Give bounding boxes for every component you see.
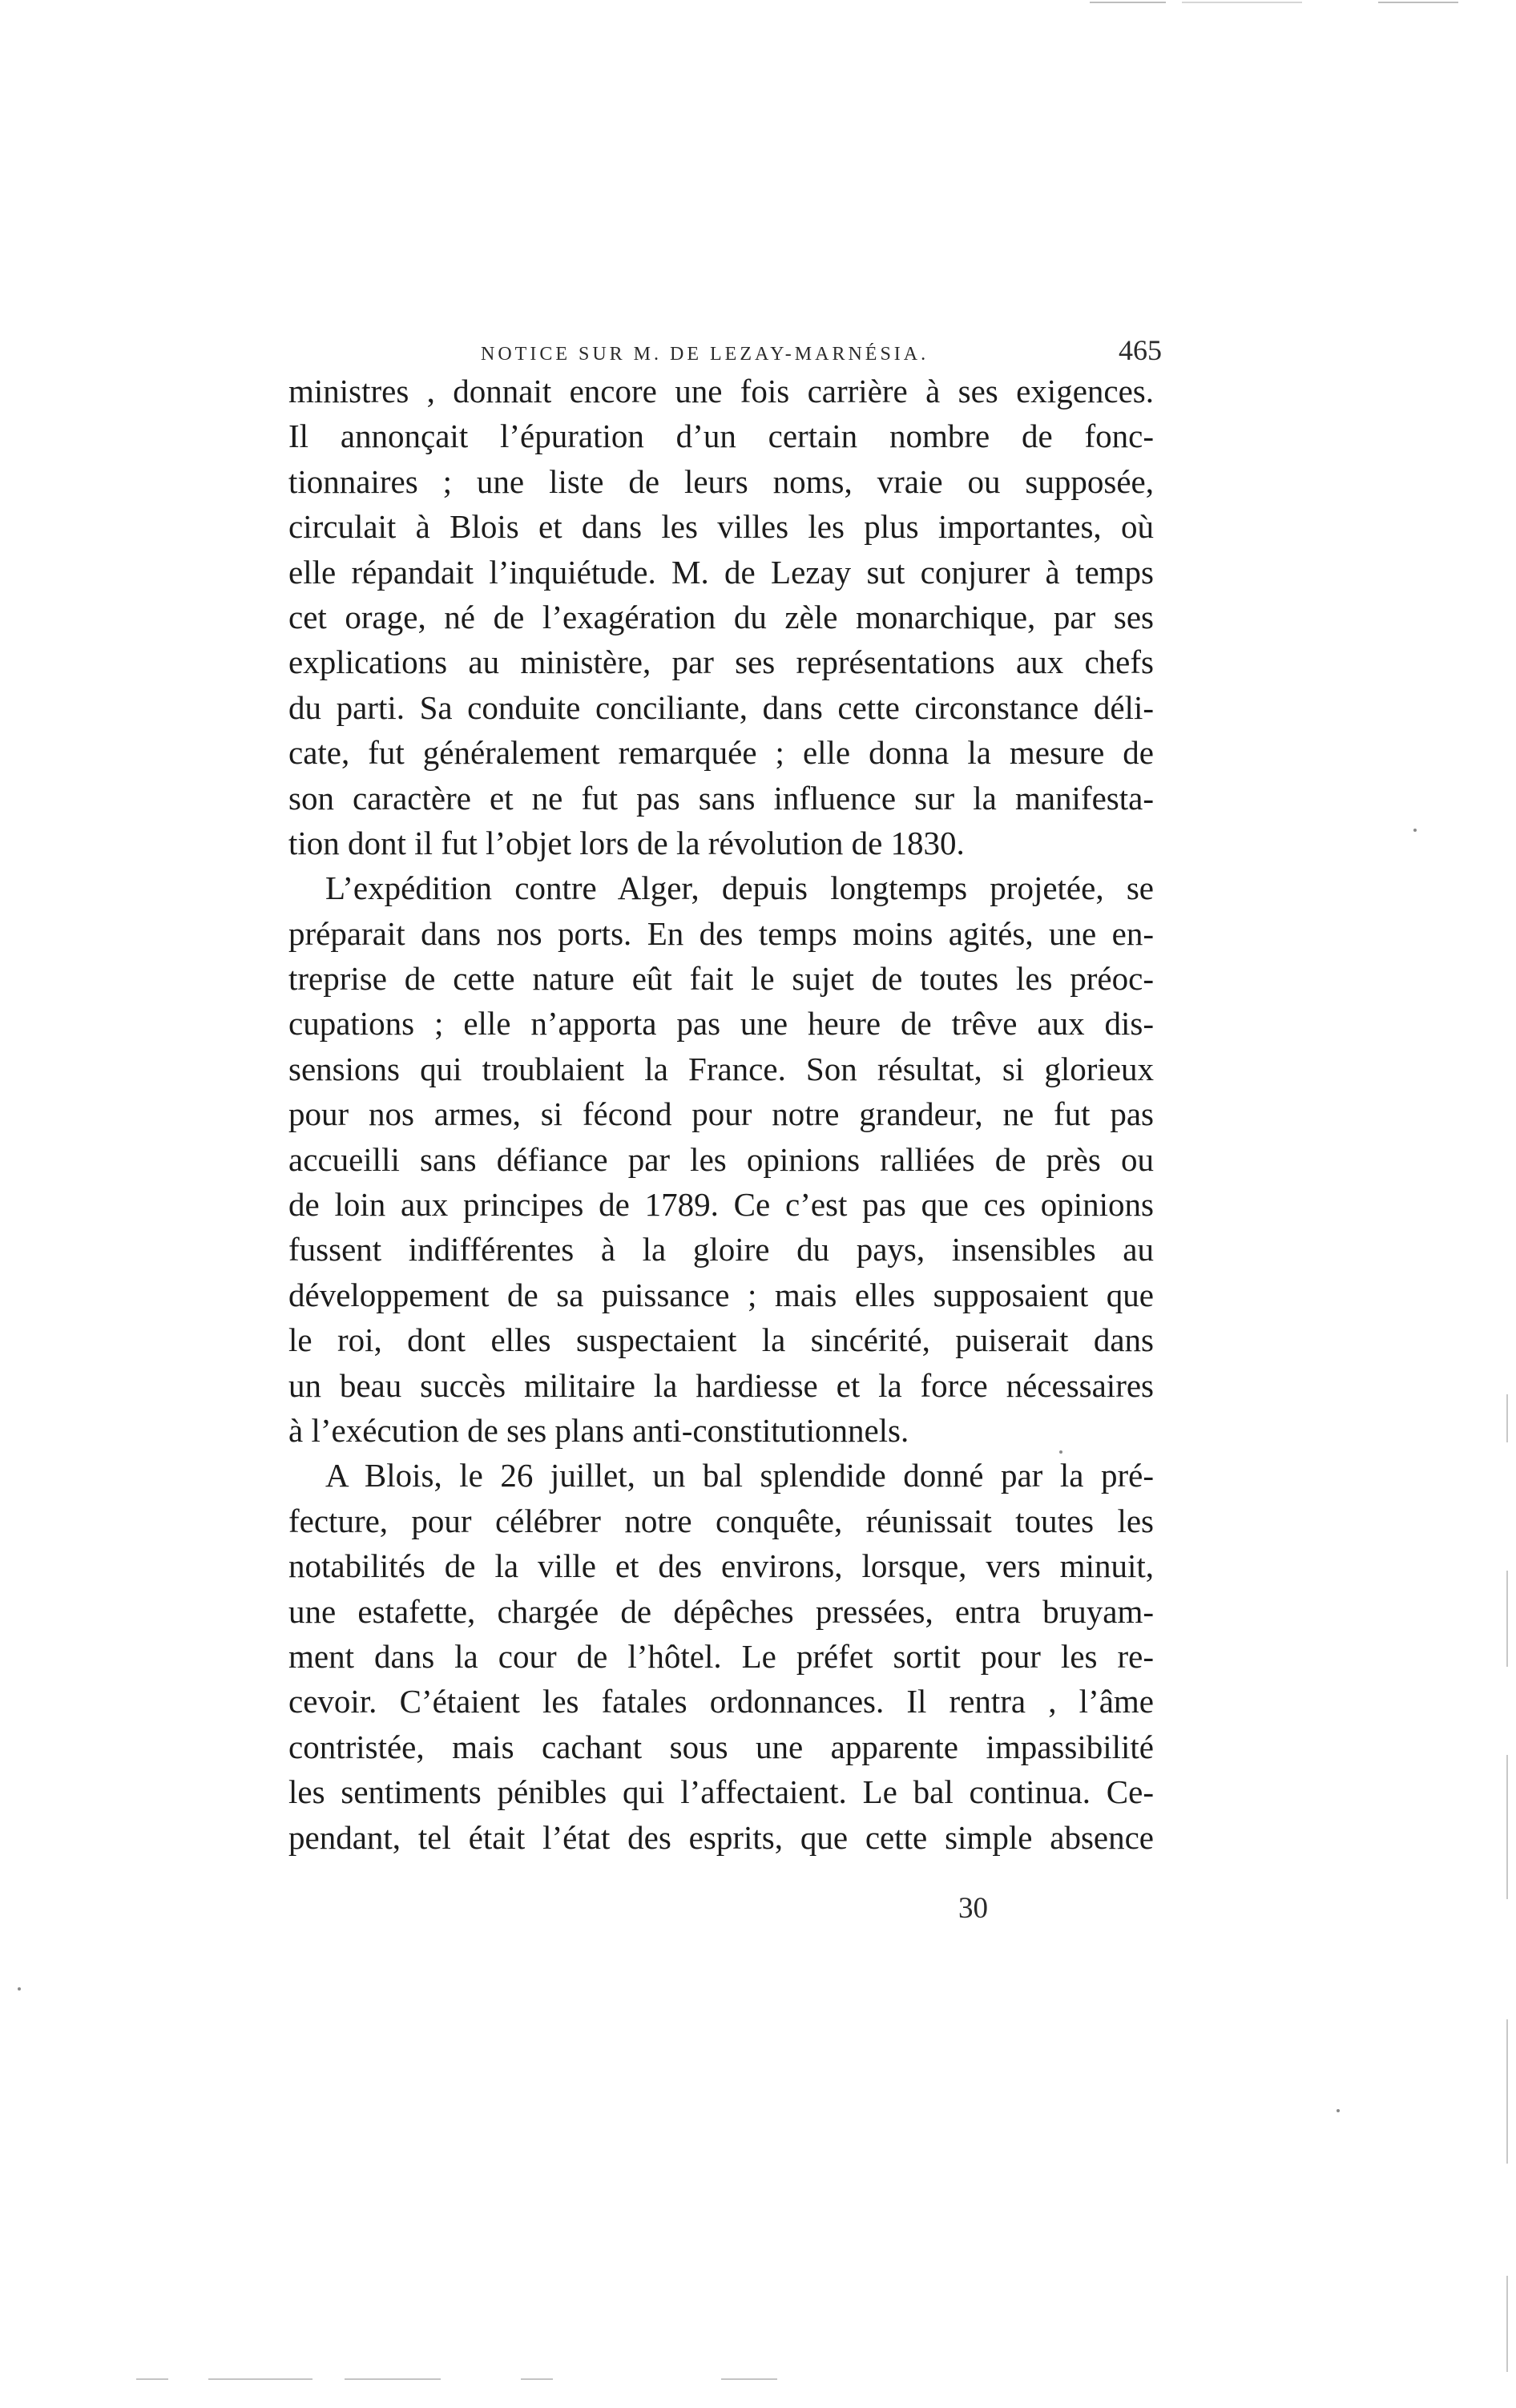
text-line: contristée, mais cachant sous une apparente impassibilité [288, 1728, 1154, 1765]
text-line: sensions qui troublaient la France. Son résultat, si glorieux [288, 1050, 1154, 1087]
text-line: ministres , donnait encore une fois carrière à ses exigences. [288, 373, 1154, 409]
text-line: cet orage, né de l’exagération du zèle monarchique, par ses [288, 598, 1154, 635]
text-line: du parti. Sa conduite conciliante, dans cette circonstance déli- [288, 688, 1154, 726]
text-line: cate, fut généralement remarquée ; elle donna la mesure de [288, 734, 1154, 772]
text-line: fussent indifférentes à la gloire du pays, insensibles au [288, 1231, 1154, 1269]
margin-scan-mark [1506, 2019, 1508, 2164]
text-line: à l’exécution de ses plans anti-constitutionnels. [288, 1411, 909, 1449]
text-line: Il annonçait l’épuration d’un certain nombre de fonc- [288, 417, 1154, 455]
scan-edge-line [1378, 2, 1458, 3]
text-line: le roi, dont elles suspectaient la sincérité, puiserait dans [288, 1321, 1154, 1359]
margin-scan-mark [1506, 1571, 1508, 1667]
signature-mark: 30 [958, 1892, 988, 1925]
margin-scan-mark [1506, 2276, 1508, 2372]
text-line: A Blois, le 26 juillet, un bal splendide donné par la pré- [325, 1457, 1154, 1494]
body-text [288, 369, 1154, 1860]
text-line: un beau succès militaire la hardiesse et la force nécessaires [288, 1366, 1154, 1404]
text-line: ment dans la cour de l’hôtel. Le préfet sortit pour les re- [288, 1637, 1154, 1675]
text-line: pendant, tel était l’état des esprits, que cette simple absence [288, 1818, 1154, 1856]
text-line: elle répandait l’inquiétude. M. de Lezay sut conjurer à temps [288, 553, 1154, 591]
scan-edge-line [136, 2378, 168, 2380]
text-line: tionnaires ; une liste de leurs noms, vraie ou supposée, [288, 462, 1154, 500]
scan-edge-line [721, 2378, 777, 2380]
scan-edge-line [208, 2378, 312, 2380]
text-line: tion dont il fut l’objet lors de la révolution de 1830. [288, 824, 965, 861]
scan-edge-line [521, 2378, 553, 2380]
scan-edge-line [1090, 2, 1166, 3]
text-line: pour nos armes, si fécond pour notre grandeur, ne fut pas [288, 1095, 1154, 1133]
text-line: L’expédition contre Alger, depuis longtemps projetée, se [325, 869, 1154, 907]
text-line: cevoir. C’étaient les fatales ordonnances. Il rentra , l’âme [288, 1683, 1154, 1720]
text-line: explications au ministère, par ses représentations aux chefs [288, 643, 1154, 681]
running-title: NOTICE SUR M. DE LEZAY-MARNÉSIA. [481, 344, 929, 365]
text-line: les sentiments pénibles qui l’affectaient. Le bal continua. Ce- [288, 1773, 1154, 1811]
scan-speck [1337, 2109, 1340, 2112]
margin-scan-mark [1506, 1394, 1508, 1442]
text-line: de loin aux principes de 1789. Ce c’est pas que ces opinions [288, 1186, 1154, 1224]
text-line: une estafette, chargée de dépêches pressées, entra bruyam- [288, 1592, 1154, 1630]
scan-edge-line [1182, 2, 1302, 3]
scan-speck [1413, 829, 1417, 832]
text-line: cupations ; elle n’apporta pas une heure de trêve aux dis- [288, 1005, 1154, 1043]
text-line: circulait à Blois et dans les villes les plus importantes, où [288, 508, 1154, 546]
text-line: accueilli sans défiance par les opinions ralliées de près ou [288, 1140, 1154, 1178]
page-number: 465 [1119, 334, 1162, 366]
text-line: treprise de cette nature eût fait le sujet de toutes les préoc- [288, 960, 1154, 998]
text-line: notabilités de la ville et des environs, lorsque, vers minuit, [288, 1547, 1154, 1585]
text-line: développement de sa puissance ; mais elles supposaient que [288, 1276, 1154, 1313]
margin-scan-mark [1506, 1755, 1508, 1899]
scan-speck [18, 1987, 21, 1991]
text-line: son caractère et ne fut pas sans influence sur la manifesta- [288, 779, 1154, 817]
text-line: fecture, pour célébrer notre conquête, réunissait toutes les [288, 1502, 1154, 1539]
running-head [481, 333, 1162, 365]
text-line: préparait dans nos ports. En des temps moins agités, une en- [288, 914, 1154, 952]
scan-edge-line [345, 2378, 441, 2380]
